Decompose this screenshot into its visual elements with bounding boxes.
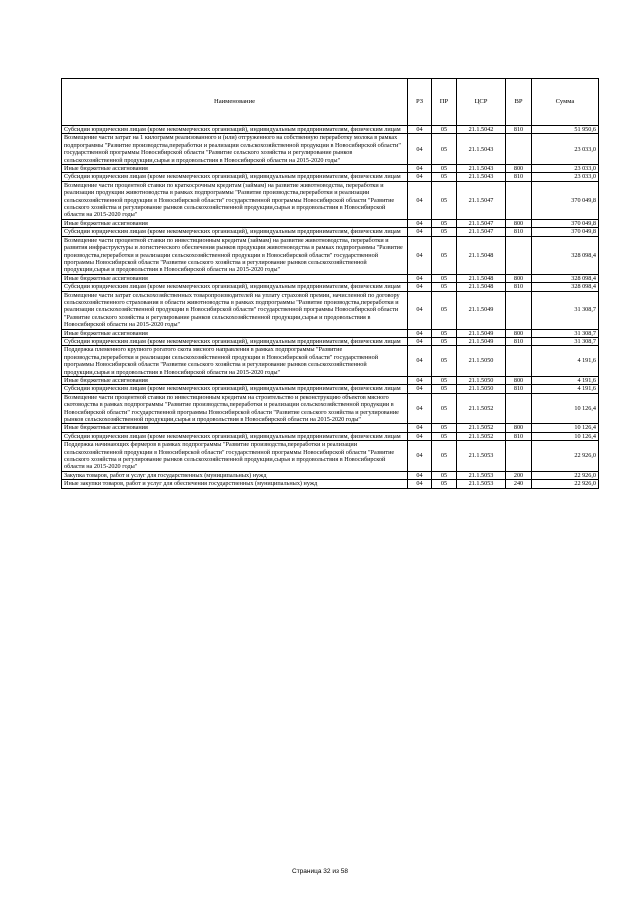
cell-name: Поддержка племенного крупного рогатого скота мясного направления в рамках подпрограммы "Развитие производства,переработки и реализации сельскохозяйственной продукции в Новосибирской области" государственной программы Новосибирской области "Развитие сельского хозяйства и регулирование рынков сельскохозяйственной продукции,сырья и продовольствия в Новосибирской области на 2015-2020 годы" [62, 346, 408, 377]
cell-vr [506, 441, 532, 472]
cell-rz: 04 [408, 219, 432, 227]
cell-vr: 240 [506, 480, 532, 488]
cell-csr: 21.1.5053 [457, 441, 506, 472]
cell-pr: 05 [432, 471, 457, 479]
cell-csr: 21.1.5048 [457, 236, 506, 274]
cell-name: Иные бюджетные ассигнования [62, 165, 408, 173]
cell-rz: 04 [408, 236, 432, 274]
cell-csr: 21.1.5043 [457, 165, 506, 173]
cell-sum: 22 926,0 [532, 441, 599, 472]
table-row [62, 385, 599, 393]
cell-sum: 22 926,0 [532, 480, 599, 488]
cell-name: Субсидии юридическим лицам (кроме некоммерческих организаций), индивидуальным предпринимателям, физическим лицам [62, 126, 408, 134]
cell-vr: 800 [506, 274, 532, 282]
cell-name: Субсидии юридическим лицам (кроме некоммерческих организаций), индивидуальным предпринимателям, физическим лицам [62, 385, 408, 393]
cell-name: Субсидии юридическим лицам (кроме некоммерческих организаций), индивидуальным предпринимателям, физическим лицам [62, 173, 408, 181]
budget-table [61, 78, 599, 489]
cell-vr: 810 [506, 228, 532, 236]
cell-vr [506, 393, 532, 424]
cell-name: Иные бюджетные ассигнования [62, 274, 408, 282]
cell-csr: 21.1.5049 [457, 329, 506, 337]
cell-csr: 21.1.5049 [457, 291, 506, 329]
cell-rz: 04 [408, 393, 432, 424]
table-row [62, 393, 599, 424]
cell-rz: 04 [408, 291, 432, 329]
cell-rz: 04 [408, 432, 432, 440]
cell-vr [506, 291, 532, 329]
cell-sum: 370 049,8 [532, 219, 599, 227]
cell-rz: 04 [408, 441, 432, 472]
cell-pr: 05 [432, 393, 457, 424]
cell-rz: 04 [408, 337, 432, 345]
cell-vr: 810 [506, 283, 532, 291]
header-vr: ВР [506, 79, 532, 126]
cell-rz: 04 [408, 126, 432, 134]
cell-csr: 21.1.5050 [457, 377, 506, 385]
cell-pr: 05 [432, 165, 457, 173]
table-row [62, 441, 599, 472]
page-number: Страница 32 из 58 [292, 868, 348, 875]
cell-rz: 04 [408, 173, 432, 181]
cell-pr: 05 [432, 283, 457, 291]
cell-csr: 21.1.5053 [457, 471, 506, 479]
cell-pr: 05 [432, 219, 457, 227]
cell-rz: 04 [408, 377, 432, 385]
table-row [62, 432, 599, 440]
cell-rz: 04 [408, 228, 432, 236]
table-row [62, 283, 599, 291]
table-row [62, 377, 599, 385]
cell-pr: 05 [432, 134, 457, 165]
cell-rz: 04 [408, 181, 432, 219]
cell-pr: 05 [432, 228, 457, 236]
cell-vr: 800 [506, 424, 532, 432]
cell-csr: 21.1.5053 [457, 480, 506, 488]
table-row [62, 480, 599, 488]
cell-csr: 21.1.5050 [457, 385, 506, 393]
cell-pr: 05 [432, 480, 457, 488]
cell-sum: 328 098,4 [532, 274, 599, 282]
cell-csr: 21.1.5043 [457, 134, 506, 165]
cell-sum: 23 033,0 [532, 173, 599, 181]
cell-pr: 05 [432, 432, 457, 440]
cell-name: Иные бюджетные ассигнования [62, 377, 408, 385]
cell-pr: 05 [432, 126, 457, 134]
table-row [62, 424, 599, 432]
table-row [62, 165, 599, 173]
cell-rz: 04 [408, 274, 432, 282]
cell-pr: 05 [432, 441, 457, 472]
header-pr: ПР [432, 79, 457, 126]
cell-vr [506, 134, 532, 165]
cell-csr: 21.1.5047 [457, 181, 506, 219]
table-row [62, 291, 599, 329]
cell-pr: 05 [432, 424, 457, 432]
cell-vr: 800 [506, 219, 532, 227]
cell-pr: 05 [432, 337, 457, 345]
cell-name: Возмещение части процентной ставки по инвестиционным кредитам на строительство и реконструкцию объектов мясного скотоводства в рамках подпрограммы "Развитие производства,переработки и реализации сельскохозяйственной продукции в Новосибирской области" государственной программы Новосибирской области "Развитие сельского хозяйства и регулирование рынков сельскохозяйственной продукции,сырья и продовольствия в Новосибирской области на 2015-2020 годы" [62, 393, 408, 424]
table-row [62, 228, 599, 236]
cell-pr: 05 [432, 173, 457, 181]
cell-csr: 21.1.5052 [457, 424, 506, 432]
cell-vr: 200 [506, 471, 532, 479]
cell-vr: 810 [506, 173, 532, 181]
cell-rz: 04 [408, 346, 432, 377]
cell-pr: 05 [432, 274, 457, 282]
header-sum: Сумма [532, 79, 599, 126]
cell-rz: 04 [408, 283, 432, 291]
cell-sum: 23 033,0 [532, 165, 599, 173]
cell-name: Поддержка начинающих фермеров в рамках подпрограммы "Развитие производства,переработки и реализации сельскохозяйственной продукции в Новосибирской области" государственной программы Новосибирской области "Развитие сельского хозяйства и регулирование рынков сельскохозяйственной продукции,сырья и продовольствия в Новосибирской области на 2015-2020 годы" [62, 441, 408, 472]
cell-name: Субсидии юридическим лицам (кроме некоммерческих организаций), индивидуальным предпринимателям, физическим лицам [62, 228, 408, 236]
cell-vr: 810 [506, 337, 532, 345]
cell-sum: 4 191,6 [532, 377, 599, 385]
cell-rz: 04 [408, 329, 432, 337]
cell-rz: 04 [408, 424, 432, 432]
cell-vr: 810 [506, 385, 532, 393]
cell-name: Возмещение части процентной ставки по краткосрочным кредитам (займам) на развитие животноводства, переработки и реализации продукции животноводства в рамках подпрограммы "Развитие производства,переработки и реализации сельскохозяйственной продукции в Новосибирской области" государственной программы Новосибирской области "Развитие сельского хозяйства и регулирование рынков сельскохозяйственной продукции,сырья и продовольствия в Новосибирской области на 2015-2020 годы" [62, 181, 408, 219]
cell-name: Субсидии юридическим лицам (кроме некоммерческих организаций), индивидуальным предпринимателям, физическим лицам [62, 283, 408, 291]
cell-pr: 05 [432, 291, 457, 329]
cell-vr: 800 [506, 329, 532, 337]
cell-name: Возмещение части затрат на 1 килограмм реализованного и (или) отгруженного на собственную переработку молока в рамках подпрограммы "Развитие производства,переработки и реализации сельскохозяйственной продукции в Новосибирской области" государственной программы Новосибирской области "Развитие сельского хозяйства и регулирование рынков сельскохозяйственной продукции,сырья и продовольствия в Новосибирской области на 2015-2020 годы" [62, 134, 408, 165]
table-row [62, 337, 599, 345]
cell-rz: 04 [408, 165, 432, 173]
cell-name: Иные бюджетные ассигнования [62, 329, 408, 337]
cell-pr: 05 [432, 329, 457, 337]
cell-sum: 328 098,4 [532, 236, 599, 274]
cell-csr: 21.1.5048 [457, 283, 506, 291]
cell-vr: 810 [506, 432, 532, 440]
cell-rz: 04 [408, 480, 432, 488]
table-row [62, 126, 599, 134]
cell-rz: 04 [408, 385, 432, 393]
cell-pr: 05 [432, 236, 457, 274]
header-rz: РЗ [408, 79, 432, 126]
table-row [62, 346, 599, 377]
table-row [62, 471, 599, 479]
cell-rz: 04 [408, 471, 432, 479]
cell-name: Возмещение части затрат сельскохозяйственных товаропроизводителей на уплату страховой премии, начисленной по договору сельскохозяйственного страхования в области животноводства в рамках подпрограммы "Развитие производства,переработки и реализации сельскохозяйственной продукции в Новосибирской области" государственной программы Новосибирской области "Развитие сельского хозяйства и регулирование рынков сельскохозяйственной продукции,сырья и продовольствия в Новосибирской области на 2015-2020 годы" [62, 291, 408, 329]
table-row [62, 236, 599, 274]
cell-pr: 05 [432, 385, 457, 393]
table-row [62, 274, 599, 282]
cell-sum: 10 126,4 [532, 393, 599, 424]
header-csr: ЦСР [457, 79, 506, 126]
cell-name: Возмещение части процентной ставки по инвестиционным кредитам (займам) на развитие животноводства, переработки и развития инфраструктуры и логистического обеспечения рынков продукции животноводства в рамках подпрограммы "Развитие производства,переработки и реализации сельскохозяйственной продукции в Новосибирской области" государственной программы Новосибирской области "Развитие сельского хозяйства и регулирование рынков сельскохозяйственной продукции,сырья и продовольствия в Новосибирской области на 2015-2020 годы" [62, 236, 408, 274]
table-row [62, 173, 599, 181]
cell-csr: 21.1.5043 [457, 173, 506, 181]
cell-name: Закупка товаров, работ и услуг для государственных (муниципальных) нужд [62, 471, 408, 479]
cell-sum: 370 049,8 [532, 181, 599, 219]
cell-sum: 31 308,7 [532, 329, 599, 337]
cell-sum: 10 126,4 [532, 424, 599, 432]
table-row [62, 134, 599, 165]
cell-name: Иные бюджетные ассигнования [62, 424, 408, 432]
cell-pr: 05 [432, 346, 457, 377]
cell-pr: 05 [432, 181, 457, 219]
cell-csr: 21.1.5050 [457, 346, 506, 377]
cell-sum: 328 098,4 [532, 283, 599, 291]
cell-sum: 370 049,8 [532, 228, 599, 236]
cell-pr: 05 [432, 377, 457, 385]
cell-sum: 10 126,4 [532, 432, 599, 440]
cell-sum: 23 033,0 [532, 134, 599, 165]
cell-csr: 21.1.5049 [457, 337, 506, 345]
cell-name: Иные закупки товаров, работ и услуг для обеспечения государственных (муниципальных) нужд [62, 480, 408, 488]
cell-vr [506, 181, 532, 219]
table-row [62, 219, 599, 227]
cell-sum: 31 308,7 [532, 291, 599, 329]
table-header-row [62, 79, 599, 126]
cell-name: Иные бюджетные ассигнования [62, 219, 408, 227]
cell-sum: 4 191,6 [532, 346, 599, 377]
cell-name: Субсидии юридическим лицам (кроме некоммерческих организаций), индивидуальным предпринимателям, физическим лицам [62, 337, 408, 345]
cell-csr: 21.1.5048 [457, 274, 506, 282]
cell-csr: 21.1.5042 [457, 126, 506, 134]
cell-csr: 21.1.5052 [457, 432, 506, 440]
cell-sum: 51 950,6 [532, 126, 599, 134]
cell-name: Субсидии юридическим лицам (кроме некоммерческих организаций), индивидуальным предпринимателям, физическим лицам [62, 432, 408, 440]
cell-csr: 21.1.5052 [457, 393, 506, 424]
header-name: Наименование [62, 79, 408, 126]
table-row [62, 329, 599, 337]
cell-vr: 800 [506, 165, 532, 173]
cell-vr: 810 [506, 126, 532, 134]
cell-vr [506, 346, 532, 377]
cell-vr [506, 236, 532, 274]
table-row [62, 181, 599, 219]
cell-rz: 04 [408, 134, 432, 165]
cell-vr: 800 [506, 377, 532, 385]
cell-sum: 31 308,7 [532, 337, 599, 345]
cell-sum: 4 191,6 [532, 385, 599, 393]
cell-csr: 21.1.5047 [457, 219, 506, 227]
cell-sum: 22 926,0 [532, 471, 599, 479]
cell-csr: 21.1.5047 [457, 228, 506, 236]
